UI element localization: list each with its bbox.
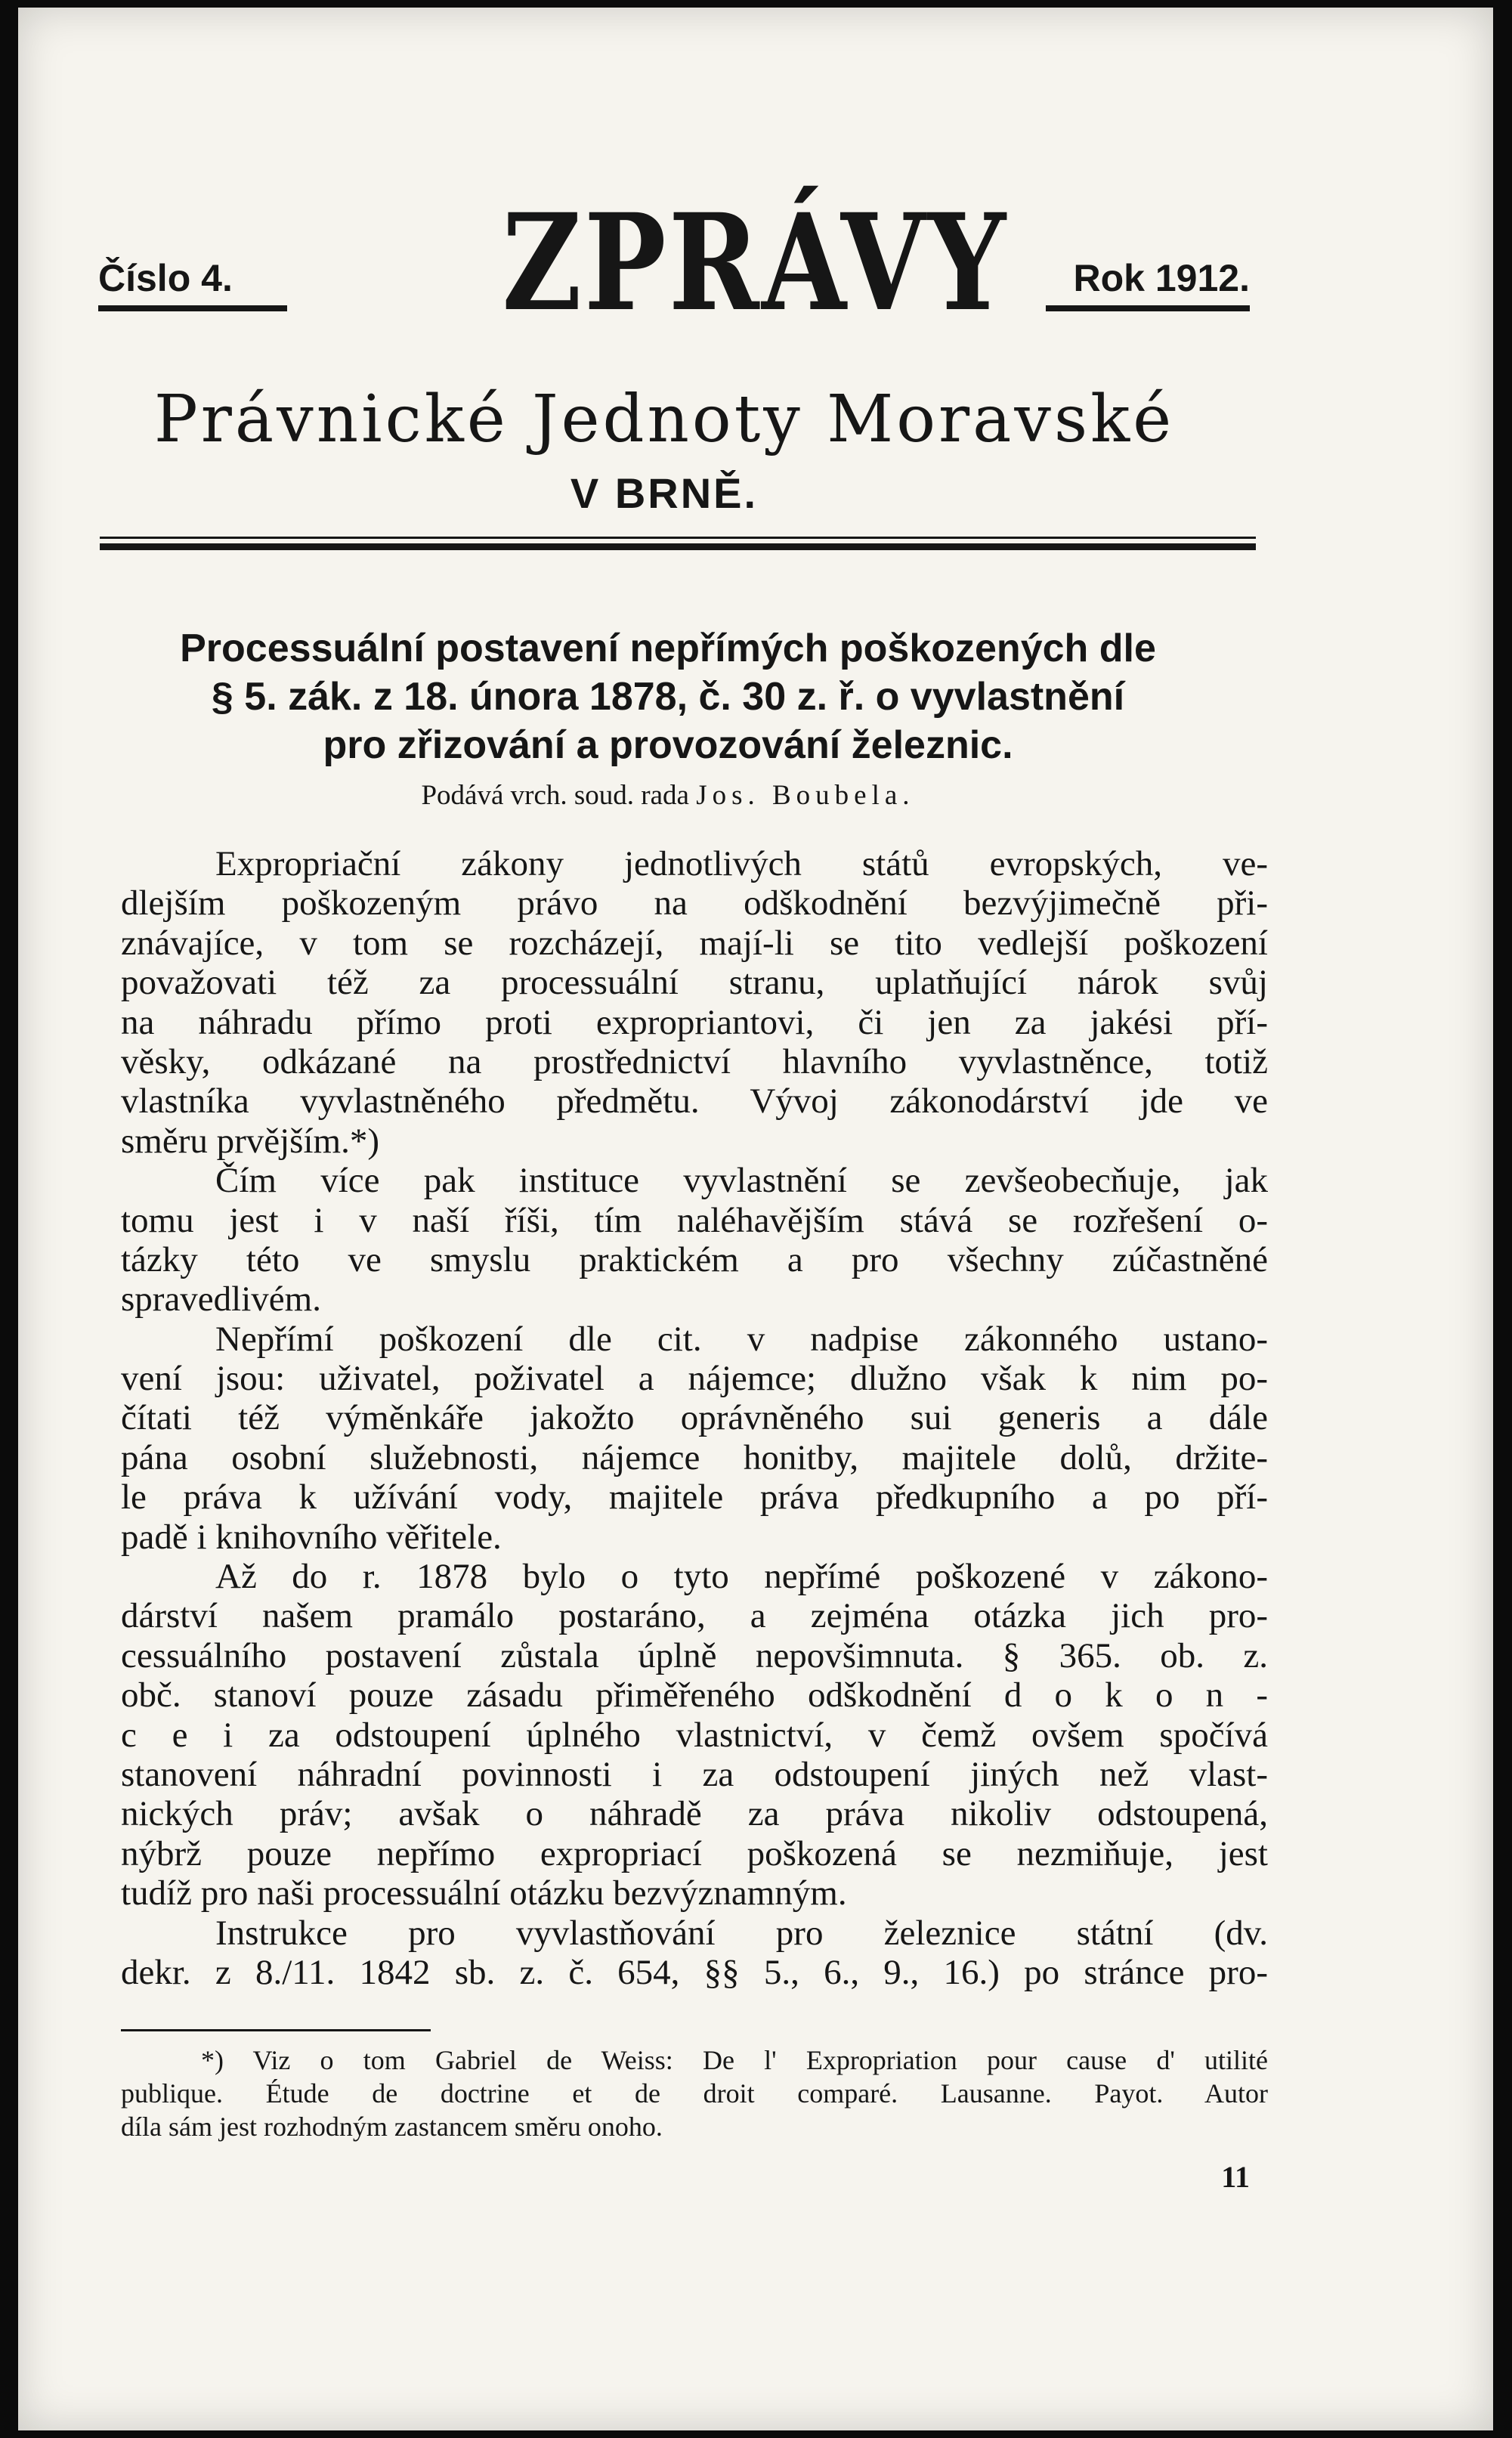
- publication-year-text: Rok 1912.: [1073, 257, 1250, 299]
- body-line: Nepřímí poškození dle cit. v nadpise zákonného ustano-: [215, 1319, 1268, 1359]
- body-line: spravedlivém.: [121, 1279, 321, 1320]
- body-line: Expropriační zákony jednotlivých států evropských, ve-: [215, 844, 1268, 883]
- body-line: cessuálního postavení zůstala úplně nepovšimnuta. § 365. ob. z.: [121, 1635, 1268, 1675]
- masthead-title: ZPRÁVY: [502, 184, 1009, 341]
- article-body: [121, 844, 1268, 1992]
- publication-city: V BRNĚ.: [570, 469, 759, 517]
- body-line: padě i knihovního věřitele.: [121, 1517, 502, 1557]
- body-line: Čím více pak instituce vyvlastnění se zevšeobecňuje, jak: [215, 1161, 1268, 1201]
- page-number: 11: [1221, 2160, 1250, 2194]
- body-line: na náhradu přímo proti expropriantovi, či jen za jakési pří-: [121, 1002, 1268, 1042]
- footnote-rule: [121, 2029, 431, 2031]
- body-line: pána osobní služebnosti, nájemce honitby, majitele dolů, držite-: [121, 1437, 1268, 1477]
- body-line: obč. stanoví pouze zásadu přiměřeného odškodnění d o k o n -: [121, 1675, 1268, 1716]
- issue-underline: [98, 305, 287, 311]
- body-line: vlastníka vyvlastněného předmětu. Vývoj zákonodárství jde ve: [121, 1081, 1268, 1122]
- footnote-line: díla sám jest rozhodným zastancem směru onoho.: [121, 2112, 663, 2142]
- body-line: věsky, odkázané na prostřednictví hlavního vyvlastněnce, totiž: [121, 1041, 1268, 1081]
- footnote-line: publique. Étude de doctrine et de droit comparé. Lausanne. Payot. Autor: [121, 2078, 1268, 2108]
- article-title-line: Processuální postavení nepřímých poškozených dle: [180, 627, 1156, 670]
- body-line: tudíž pro naši processuální otázku bezvýznamným.: [121, 1873, 847, 1914]
- body-line: vení jsou: uživatel, poživatel a nájemce; dlužno však k nim po-: [121, 1359, 1268, 1399]
- body-line: čítati též výměnkáře jakožto oprávněného sui generis a dále: [121, 1398, 1268, 1438]
- body-line: dlejším poškozeným právo na odškodnění bezvýjimečně při-: [121, 883, 1268, 924]
- issue-number-text: Číslo 4.: [98, 257, 233, 299]
- body-line: tomu jest i v naší říši, tím naléhavějším stává se rozřešení o-: [121, 1200, 1268, 1240]
- body-line: le práva k užívání vody, majitele práva předkupního a po pří-: [121, 1477, 1268, 1518]
- footnote: [121, 2044, 1268, 2143]
- body-line: považovati též za processuální stranu, uplatňující nárok svůj: [121, 963, 1268, 1003]
- footnote-line: *) Viz o tom Gabriel de Weiss: De l' Expropriation pour cause d' utilité: [201, 2045, 1268, 2075]
- body-line: dekr. z 8./11. 1842 sb. z. č. 654, §§ 5., 6., 9., 16.) po stránce pro-: [121, 1952, 1268, 1992]
- body-line: nických práv; avšak o náhradě za práva nikoliv odstoupená,: [121, 1794, 1268, 1834]
- body-line: nýbrž pouze nepřímo expropriací poškozená se nezmiňuje, jest: [121, 1833, 1268, 1873]
- body-line: Až do r. 1878 bylo o tyto nepřímé poškozené v zákono-: [215, 1557, 1268, 1597]
- body-line: c e i za odstoupení úplného vlastnictví, v čemž ovšem spočívá: [121, 1715, 1268, 1755]
- publication-subtitle: Právnické Jednoty Moravské: [153, 382, 1175, 457]
- body-line: znávajíce, v tom se rozcházejí, mají-li se tito vedlejší poškození: [121, 923, 1268, 963]
- article-title-line: § 5. zák. z 18. února 1878, č. 30 z. ř. o vyvlastnění: [211, 675, 1125, 719]
- document-page: [18, 8, 1493, 2430]
- issue-number: [98, 255, 287, 311]
- body-line: směru prvějším.*): [121, 1121, 379, 1161]
- article-byline: [63, 777, 1272, 815]
- body-line: dárství našem pramálo postaráno, a zejména otázka jich pro-: [121, 1596, 1268, 1636]
- header-rule-thick: [100, 543, 1256, 550]
- publication-year: [1046, 255, 1250, 311]
- header-rule-thin: [100, 537, 1256, 539]
- body-line: tázky této ve smyslu praktickém a pro všechny zúčastněné: [121, 1239, 1268, 1279]
- body-line: stanovení náhradní povinnosti i za odstoupení jiných než vlast-: [121, 1754, 1268, 1794]
- year-underline: [1046, 305, 1250, 311]
- byline-prefix: Podává vrch. soud. rada: [421, 780, 689, 811]
- article-title-line: pro zřizování a provozování železnic.: [323, 723, 1013, 767]
- body-line: Instrukce pro vyvlastňování pro železnice státní (dv.: [215, 1913, 1268, 1953]
- byline-author: Jos. Boubela.: [696, 780, 915, 811]
